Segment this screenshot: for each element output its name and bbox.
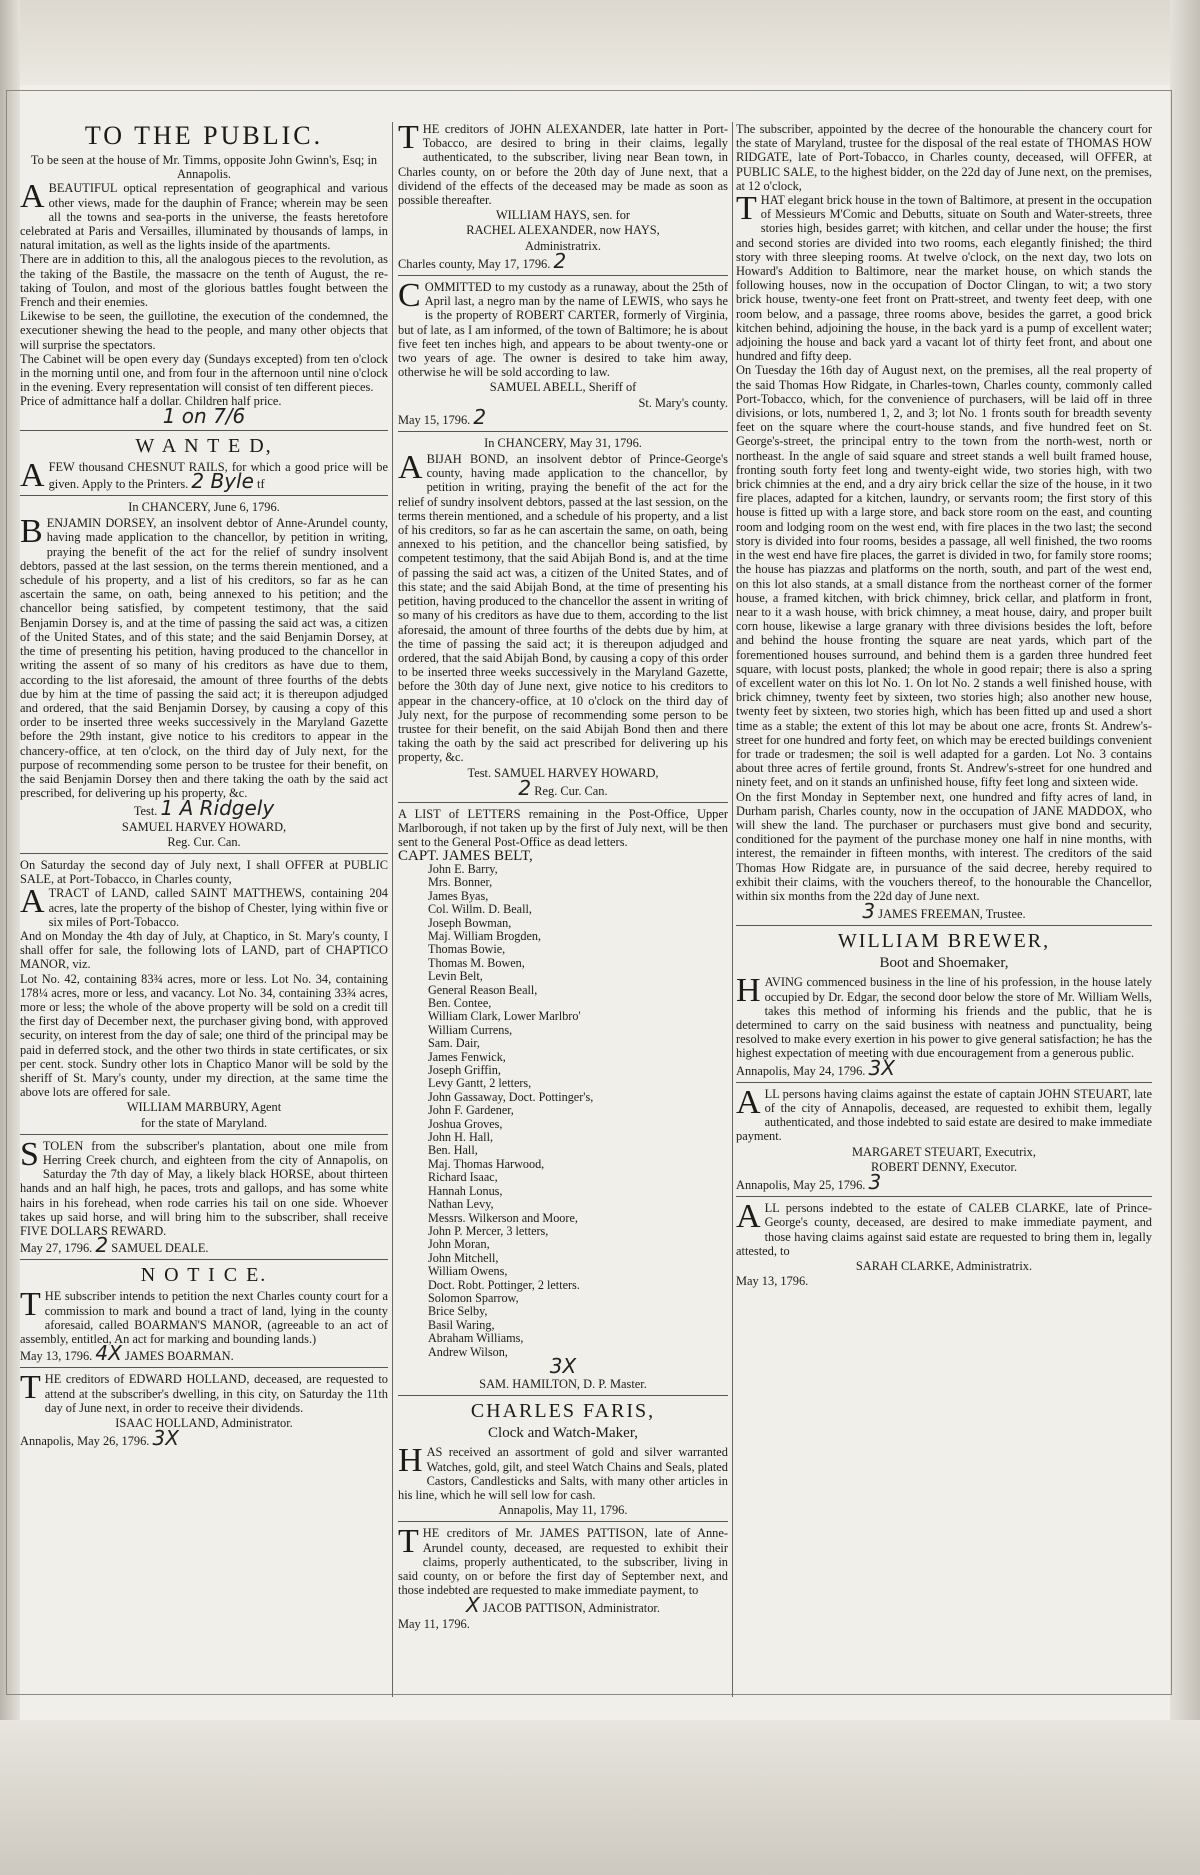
section-rule: [398, 802, 728, 803]
section-rule: [398, 431, 728, 432]
letter-recipient: William Currens,: [428, 1022, 513, 1037]
ad-signature: JACOB PATTISON, Administrator.: [482, 1601, 660, 1616]
ad-paragraph: HE creditors of EDWARD HOLLAND, deceased, are requested to attend at the subscriber's dwelling, in this city, on Saturday the 11th day of June next, in order to receive their dividends.: [44, 1372, 388, 1415]
drop-cap: A: [20, 456, 45, 494]
ad-paragraph: Price of admittance half a dollar. Children half price.: [20, 394, 282, 409]
scan-shadow-top: [0, 0, 1200, 85]
ad-william-brewer: [736, 930, 1152, 1080]
ad-date: Annapolis, May 25, 1796.: [736, 1178, 866, 1193]
letter-recipient: Maj. William Brogden,: [428, 928, 542, 943]
drop-cap: A: [736, 1198, 761, 1236]
ad-intro: A LIST of LETTERS remaining in the Post-Office, Upper Marlborough, if not taken up by the first of July next, will be then sent to the General Post-Office as dead letters.: [398, 806, 728, 850]
handwritten-annotation: 3: [862, 899, 876, 924]
ad-title: N O T I C E.: [140, 1264, 268, 1287]
drop-cap: B: [20, 513, 43, 551]
ad-title: TO THE PUBLIC.: [84, 122, 324, 150]
ad-signature: SAMUEL DEALE.: [111, 1241, 209, 1256]
handwritten-annotation: 4X: [95, 1341, 122, 1366]
letter-recipient: John E. Barry,: [428, 861, 498, 876]
ad-paragraph: ENJAMIN DORSEY, an insolvent debtor of Anne-Arundel county, having made application to the chancellor, by petition in writing, praying the benefit of the act for the relief of sundry insolvent debtors, passed at the last session, on the terms therein mentioned, and a schedule of his property, and a list of his creditors, so far as he can ascertain the same, on oath, being annexed to his petition; and the chancellor being satisfied, by competent testimony, that the said Benjamin Dorsey is, and at the time of passing the said act was, a citizen of the United States, and of this state; and the said Benjamin Dorsey, at the time of presenting his petition, having produced to the chancellor in writing the assent of so many of his creditors as have due to them, according to the list aforesaid, the amount of three fourths of the debts due by him at the time of passing the said act; it is thereupon adjudged and ordered, that the said Benjamin Dorsey, by causing a copy of this order to be inserted three weeks successively in the Maryland Gazette before the 29th instant, give notice to his creditors to appear in the chancery-office, at ten o'clock, on the third day of July next, for the purpose of recommending some person to be trustee for their benefit, on the said Benjamin Dorsey then and there taking the oath by the said act prescribed, for delivering up his property, &c.: [20, 516, 388, 801]
handwritten-annotation: 1 A Ridgely: [160, 796, 275, 821]
ad-paragraph: AS received an assortment of gold and silver warranted Watches, gold, gilt, and steel Watch Chains and Seals, plated Castors, Candlesticks and Salts, with many other articles in his line, which he will sell low for cash.: [398, 1445, 728, 1502]
handwritten-annotation: 2: [518, 775, 532, 800]
letter-recipient: Nathan Levy,: [428, 1197, 494, 1212]
letter-recipient: Thomas Bowie,: [428, 942, 506, 957]
section-rule: [20, 495, 388, 496]
scan-shadow-bottom: [0, 1720, 1200, 1875]
handwritten-annotation: 3X: [549, 1353, 577, 1378]
ad-paragraph: TRACT of LAND, called SAINT MATTHEWS, containing 204 acres, late the property of the bishop of Chester, lying within five or six miles of Port-Tobacco.: [48, 886, 388, 929]
letter-recipient: William Owens,: [428, 1264, 508, 1279]
ad-title: In CHANCERY, June 6, 1796.: [128, 500, 280, 515]
drop-cap: C: [398, 277, 421, 315]
ad-steuart-estate: [736, 1083, 1152, 1195]
ad-intro: The subscriber, appointed by the decree of the honourable the chancery court for the state of Maryland, trustee for the disposal of the real estate of THOMAS HOW RIDGATE, late of Port-Tobacco, in Charles county, deceased, will OFFER, at PUBLIC SALE, to the highest bidder, on the 22d day of June next, on the premises, at 12 o'clock,: [736, 122, 1152, 193]
ad-paragraph: On Tuesday the 16th day of August next, on the premises, all the real property of the said Thomas How Ridgate, in Charles-town, Charles county, commonly called Port-Tobacco, which, for the convenience of purchasers, will be laid off in three divisions, or lots, numbered 1, 2, and 3; lot No. 1 fronts south for breadth seventy feet on the square where the court-house stands, and five hundred feet on St. George's-street, the principal entry to the town from the north-west, north or northeast. In the angle of said square and street stands a well built framed house, fronting south forty feet long and twenty-eight wide, two stories high, with two brick chimnies at the end, and a dry airy brick cellar the size of the house, in it two fire places, adapted for a kitchen, laundry, or servants room; the first story of this house is fitted up with a large store, and back store room on the east, and counting room and lodging room on the west end, with fire places in the two last; the second story is divided into four rooms, besides a passage, all well finished, the two rooms in the west end have fire places, the garret is divided in two, for family store rooms; the house has piazzas and platforms on the north, south, and part of the west end, on this lot also stands, at a small distance from the northeast corner of the former house, a framed kitchen, with brick chimney, brick cellar, and platform in front, near to it a wash house, with brick chimney, a meat house, dairy, and proper built corn house, likewise a large granary with three divisions besides the loft, before and behind the house fronting the square are neat yards, which part of the forementioned houses surround, and behind them is a garden three hundred feet square, with locust posts, planked; the whole in good repair; there is also a spring of excellent water on this lot No. 1. On lot No. 2 stands a well finished house, with brick chimney, twenty feet by sixteen, two stories high; also another new house, twenty feet by sixteen, two stories high, which has been fitted up and used a short time as a stable; the extent of this lot may be about one acre, fronts St. Andrew's-street for one hundred and forty feet, on which may be erected buildings convenient for trade or tradesmen; the soil is well adapted for a garden. Lot No. 3 contains about three acres of fertile ground, fronts St. Andrew's-street for one hundred and ninety feet, and on it stands an unfinished house, fifty feet long and sixteen wide.: [736, 363, 1152, 790]
column-middle: [398, 122, 728, 1702]
drop-cap: T: [736, 190, 757, 228]
drop-cap: A: [398, 449, 423, 487]
ad-paragraph: On the first Monday in September next, one hundred and fifty acres of land, in Durham parish, Charles county, now in the occupation of JANE MADDOX, who will shew the land. The purchaser or purchasers must give bond and security, conditioned for the payment of the purchase money one half in nine months, with interest, the remainder in fifteen months, with interest. The creditors of the said Thomas How Ridgate are, in pursuance of the said decree, hereby required to exhibit their claims, with the vouchers thereof, to the honourable the Chancellor, within six months from the 22d day of June next.: [736, 789, 1152, 903]
letter-recipient: CAPT. JAMES BELT,: [398, 847, 533, 864]
section-rule: [20, 430, 388, 431]
ad-paragraph: Likewise to be seen, the guillotine, the execution of the condemned, the executioner shewing the head to the people, and many other objects that will surprise the spectators.: [20, 309, 388, 352]
ad-paragraph: FEW thousand CHESNUT RAILS, for which a good price will be given. Apply to the Printers.: [48, 459, 388, 492]
ad-date: May 11, 1796.: [398, 1616, 470, 1631]
ad-signature: ROBERT DENNY, Executor.: [870, 1159, 1018, 1174]
letter-recipient: William Clark, Lower Marlbro': [428, 1009, 581, 1024]
letter-recipient: John F. Gardener,: [428, 1103, 514, 1118]
drop-cap: T: [398, 1523, 419, 1561]
section-rule: [20, 1259, 388, 1260]
ad-paragraph: HE creditors of JOHN ALEXANDER, late hatter in Port-Tobacco, are desired to bring in their claims, legally authenticated, to the subscriber, living near Bean town, in Charles county, on or before the 20th day of June next, that a dividend of the effects of the deceased may be made as soon as possible thereafter.: [398, 122, 728, 208]
ad-signature: WILLIAM HAYS, sen. for: [495, 208, 631, 223]
ad-title: In CHANCERY, May 31, 1796.: [484, 436, 642, 451]
ad-signature: RACHEL ALEXANDER, now HAYS,: [466, 223, 660, 238]
handwritten-annotation: 1 on 7/6: [162, 403, 246, 428]
ad-signature: SAMUEL ABELL, Sheriff of: [489, 380, 637, 395]
letter-recipient: Levin Belt,: [428, 969, 483, 984]
ad-paragraph: BEAUTIFUL optical representation of geographical and various other views, made for the dauphin of France; wherein may be seen all the towns and sea-ports in the universe, the feasts heretofore celebrated at Paris and Versailles, illuminated by thousands of lamps, in natural imitation, as well as the lights inside of the apartments.: [20, 181, 388, 253]
drop-cap: T: [398, 122, 419, 156]
ad-signature: Administratrix.: [524, 238, 602, 253]
handwritten-annotation: 3X: [868, 1055, 895, 1080]
letter-recipient: John Moran,: [428, 1237, 490, 1252]
section-rule: [20, 853, 388, 854]
letter-recipient: General Reason Beall,: [428, 982, 538, 997]
ad-date: May 13, 1796.: [20, 1349, 93, 1364]
letter-recipient: Joseph Bowman,: [428, 915, 512, 930]
letter-recipient: Maj. Thomas Harwood,: [428, 1156, 545, 1171]
ad-paragraph: The Cabinet will be open every day (Sundays excepted) from ten o'clock in the morning until one, and from four in the afternoon until nine o'clock in the evening. Every representation will consist of ten different pieces.: [20, 351, 388, 395]
ad-signature: ISAAC HOLLAND, Administrator.: [115, 1416, 293, 1431]
letter-recipient: John P. Mercer, 3 letters,: [428, 1223, 549, 1238]
ad-signature: for the state of Maryland.: [140, 1115, 268, 1130]
ad-tf-mark: tf: [257, 477, 265, 492]
drop-cap: T: [20, 1369, 41, 1407]
ad-date: Annapolis, May 26, 1796.: [20, 1434, 150, 1449]
ad-paragraph: HE subscriber intends to petition the next Charles county court for a commission to mark and bound a tract of land, lying in the county aforesaid, called BOARMAN'S MANOR, (agreeable to an act of assembly, entitled, An act for marking and bounding lands.): [20, 1289, 388, 1347]
ad-chancery-dorsey: [20, 500, 388, 849]
ad-date: May 13, 1796.: [736, 1274, 809, 1289]
ad-paragraph: HE creditors of Mr. JAMES PATTISON, late of Anne-Arundel county, deceased, are requested to exhibit their claims, properly authenticated, to the subscriber, living in said county, on or before the first day of September next, and those indebted are requested to make immediate payment, to: [398, 1526, 728, 1598]
handwritten-annotation: 2: [553, 248, 567, 273]
test-label: Test.: [133, 804, 158, 819]
ad-paragraph: TOLEN from the subscriber's plantation, about one mile from Herring Creek church, and eighteen from the city of Annapolis, on Saturday the 7th day of May, a likely black HORSE, about thirteen hands and an half high, he paces, trots and gallops, and has some white hairs in his forehead, when rode carries his tail on one side. Whoever takes up said horse, and will bring him to the subscriber, shall receive FIVE DOLLARS REWARD.: [20, 1138, 388, 1239]
ad-location: To be seen at the house of Mr. Timms, opposite John Gwinn's, Esq; in Annapolis.: [30, 153, 378, 182]
ad-signature: SAM. HAMILTON, D. P. Master.: [479, 1377, 647, 1392]
letter-recipient: James Byas,: [428, 888, 489, 903]
section-rule: [398, 1521, 728, 1522]
handwritten-annotation: 3X: [152, 1426, 179, 1451]
letter-recipient: Solomon Sparrow,: [428, 1290, 519, 1305]
ad-paragraph: OMMITTED to my custody as a runaway, about the 25th of April last, a negro man by the name of LEWIS, who says he is the property of ROBERT CARTER, formerly of Virginia, but of late, as I am informed, of the town of Baltimore; he is about five feet ten inches high, and appears to be about twenty-one or two years of age. The owner is desired to take him away, otherwise he will be sold according to law.: [398, 280, 728, 380]
ad-paragraph: AVING commenced business in the line of his profession, in the house lately occupied by Dr. Edgar, the second door below the store of Mr. William Wells, takes this method of informing his friends and the public, that he is determined to carry on the said business with neatness and punctuality, being resolved to make every exertion in his power to give general satisfaction; he has the highest expectation of meeting with due encouragement from a generous public.: [736, 975, 1152, 1061]
ad-paragraph: LL persons indebted to the estate of CALEB CLARKE, late of Prince-George's county, deceased, are desired to make immediate payment, and those having claims against said estate are requested to bring them in, legally attested, to: [736, 1201, 1152, 1258]
drop-cap: H: [398, 1442, 423, 1480]
letter-recipient: James Fenwick,: [428, 1049, 506, 1064]
ad-subtitle: Clock and Watch-Maker,: [488, 1425, 638, 1442]
ad-wanted: [20, 434, 388, 494]
letter-recipient: Basil Waring,: [428, 1317, 495, 1332]
ad-paragraph: Lot No. 42, containing 83¾ acres, more or less. Lot No. 34, containing 178¼ acres, more or less, and vacancy. Lot No. 34, containing 33¾ acres, more or less; the whole of the above property will be sold on a credit till the first day of December next, the purchaser giving bond, with approved security, on interest from the day of sale; one third of the principal may be paid in deferred stock, and the other two thirds in state certificates, or six per cent. stock. Sundry other lots in Chaptico Manor will be sold by the sheriff of St. Mary's county, under my direction, at the same time the above lots are offered for sale.: [20, 971, 388, 1100]
ad-notice: [20, 1264, 388, 1366]
letters-list: [398, 847, 728, 1359]
ad-signature: St. Mary's county.: [638, 395, 728, 410]
column-rule: [732, 122, 733, 1697]
letter-recipient: John H. Hall,: [428, 1130, 493, 1145]
letter-recipient: Sam. Dair,: [428, 1036, 480, 1051]
handwritten-annotation: 2: [473, 404, 487, 429]
ad-date: Annapolis, May 11, 1796.: [498, 1503, 628, 1518]
ad-chancery-bond: [398, 436, 728, 798]
letter-recipient: Ben. Contee,: [428, 996, 492, 1011]
letter-recipient: John Gassaway, Doct. Pottinger's,: [428, 1089, 594, 1104]
ad-signature: Reg. Cur. Can.: [167, 834, 241, 849]
letter-recipient: Andrew Wilson,: [428, 1344, 508, 1359]
handwritten-annotation: 3: [868, 1170, 882, 1195]
ad-stolen-horse: [20, 1135, 388, 1258]
section-rule: [20, 1367, 388, 1368]
ad-alexander-creditors: [398, 122, 728, 271]
handwritten-annotation: 2: [95, 1233, 109, 1258]
ad-paragraph: There are in addition to this, all the analogous pieces to the revolution, as the taking of the Bastile, the massacre on the tenth of August, the re-taking of Toulon, and most of the glorious battles fought between the French and their enemies.: [20, 252, 388, 310]
ad-intro: On Saturday the second day of July next, I shall OFFER at PUBLIC SALE, at Port-Tobacco, in Charles county,: [20, 857, 388, 887]
scan-shadow-right: [1170, 0, 1200, 1875]
ad-title: CHARLES FARIS,: [470, 1400, 656, 1423]
ad-signature: JAMES FREEMAN, Trustee.: [878, 907, 1026, 922]
drop-cap: H: [736, 972, 761, 1010]
ad-date: May 27, 1796.: [20, 1241, 93, 1256]
letter-recipient: Joshua Groves,: [428, 1116, 503, 1131]
ad-charles-faris: [398, 1400, 728, 1517]
section-rule: [736, 925, 1152, 926]
section-rule: [736, 1082, 1152, 1083]
ad-paragraph: LL persons having claims against the estate of captain JOHN STEUART, late of the city of Annapolis, deceased, are requested to exhibit them, legally authenticated, and those indebted to said estate are desired to make immediate payment.: [736, 1086, 1152, 1144]
ad-title: W A N T E D,: [135, 434, 273, 457]
handwritten-annotation: X: [466, 1593, 480, 1618]
section-rule: [20, 1134, 388, 1135]
ad-date: Charles county, May 17, 1796.: [398, 256, 551, 271]
ad-paragraph: HAT elegant brick house in the town of Baltimore, at present in the occupation of Messieurs M'Comic and Debutts, situate on South and Water-streets, three stories high, besides garret; with kitchen, and cellar under the house; the first and second stories are divided into two rooms, each elegantly finished; the third story with three sleeping rooms. At twelve o'clock, on the next day, two lots on Howard's Addition to Baltimore, near the market house, on which stands the following houses, now in the occupation of Doctor Clingan, to wit; a two story brick house, twenty-one feet front on Pratt-street, and twenty feet deep, with one room below, and a passage, three rooms above, besides the garret, a good brick kitchen behind, adjoining the house, in the back yard is a pump of excellent water; adjoining the house and back yard a vacant lot of thirty feet front, and about one hundred and fifty deep.: [736, 193, 1152, 364]
ad-signature: SARAH CLARKE, Administratrix.: [855, 1259, 1033, 1274]
ad-signature: JAMES BOARMAN.: [124, 1349, 234, 1364]
ad-signature: SAMUEL HARVEY HOWARD,: [121, 819, 287, 834]
letter-recipient: Abraham Williams,: [428, 1331, 524, 1346]
ad-runaway-committed: [398, 277, 728, 429]
ad-paragraph: And on Monday the 4th day of July, at Chaptico, in St. Mary's county, I shall offer for sale, the following lots of LAND, part of CHAPTICO MANOR, viz.: [20, 928, 388, 972]
column-rule: [392, 122, 393, 1697]
ad-signature: Reg. Cur. Can.: [534, 783, 608, 798]
letter-recipient: Brice Selby,: [428, 1304, 488, 1319]
ad-signature: MARGARET STEUART, Executrix,: [852, 1144, 1036, 1159]
letter-recipient: Joseph Griffin,: [428, 1063, 501, 1078]
section-rule: [736, 1196, 1152, 1197]
letter-recipient: Hannah Lonus,: [428, 1183, 503, 1198]
letter-recipient: John Mitchell,: [428, 1250, 499, 1265]
section-rule: [398, 275, 728, 276]
ad-date: Annapolis, May 24, 1796.: [736, 1063, 866, 1078]
ad-signature: Test. SAMUEL HARVEY HOWARD,: [467, 765, 659, 780]
drop-cap: A: [20, 883, 45, 921]
letter-recipient: Thomas M. Bowen,: [428, 955, 525, 970]
ad-subtitle: Boot and Shoemaker,: [879, 955, 1009, 972]
letter-recipient: Col. Willm. D. Beall,: [428, 902, 532, 917]
ad-signature: WILLIAM MARBURY, Agent: [126, 1100, 282, 1115]
ad-pattison-creditors: [398, 1523, 728, 1631]
ad-public-sale-land: [20, 858, 388, 1130]
drop-cap: T: [20, 1286, 41, 1324]
drop-cap: S: [20, 1135, 39, 1173]
ad-to-the-public: [20, 122, 388, 426]
column-right: [736, 122, 1152, 1702]
ad-title: WILLIAM BREWER,: [837, 930, 1051, 953]
ad-paragraph: BIJAH BOND, an insolvent debtor of Prince-George's county, having made application to the chancellor, by petition in writing, praying the benefit of the act for the relief of sundry insolvent debtors, passed at the last session, on the terms therein mentioned, and a schedule of his property, and a list of his creditors, so far as he can ascertain the same, on oath, being annexed to his petition, and the chancellor being satisfied, by competent testimony, that the said Abijah Bond is, and at the time of passing the said act was, a citizen of the United States, and of this state; and the said Abijah Bond, at the time of presenting his petition, having produced to the chancellor the assent in writing of so many of his creditors as have due to them, according to the list aforesaid, the amount of three fourths of the debts due by him, at the time of passing the said act; it is thereupon adjudged and ordered, that the said Abijah Bond, by causing a copy of this order to be inserted three weeks successively in the Maryland Gazette, before the 30th day of June next, give notice to his creditors to appear in the chancery-office, at 10 o'clock on the third day of July next, for the purpose of recommending some person to be trustee for their benefit, on the said Abijah Bond then and there taking the oath by the said act prescribed for delivering up his property, &c.: [398, 452, 728, 765]
ad-clarke-estate: [736, 1198, 1152, 1289]
drop-cap: A: [20, 178, 45, 216]
section-rule: [398, 1395, 728, 1396]
letter-recipient: Ben. Hall,: [428, 1143, 478, 1158]
ad-holland-creditors: [20, 1369, 388, 1451]
letter-recipient: Doct. Robt. Pottinger, 2 letters.: [428, 1277, 580, 1292]
ad-letters-list: [398, 807, 728, 1391]
ad-ridgate-estate-sale: [736, 122, 1152, 924]
handwritten-annotation: 2 Byle: [191, 469, 254, 494]
letter-recipient: Richard Isaac,: [428, 1170, 498, 1185]
ad-date: May 15, 1796.: [398, 412, 471, 427]
letter-recipient: Mrs. Bonner,: [428, 875, 493, 890]
letter-recipient: Messrs. Wilkerson and Moore,: [428, 1210, 578, 1225]
letter-recipient: Levy Gantt, 2 letters,: [428, 1076, 532, 1091]
drop-cap: A: [736, 1083, 761, 1121]
column-left: [20, 122, 388, 1702]
